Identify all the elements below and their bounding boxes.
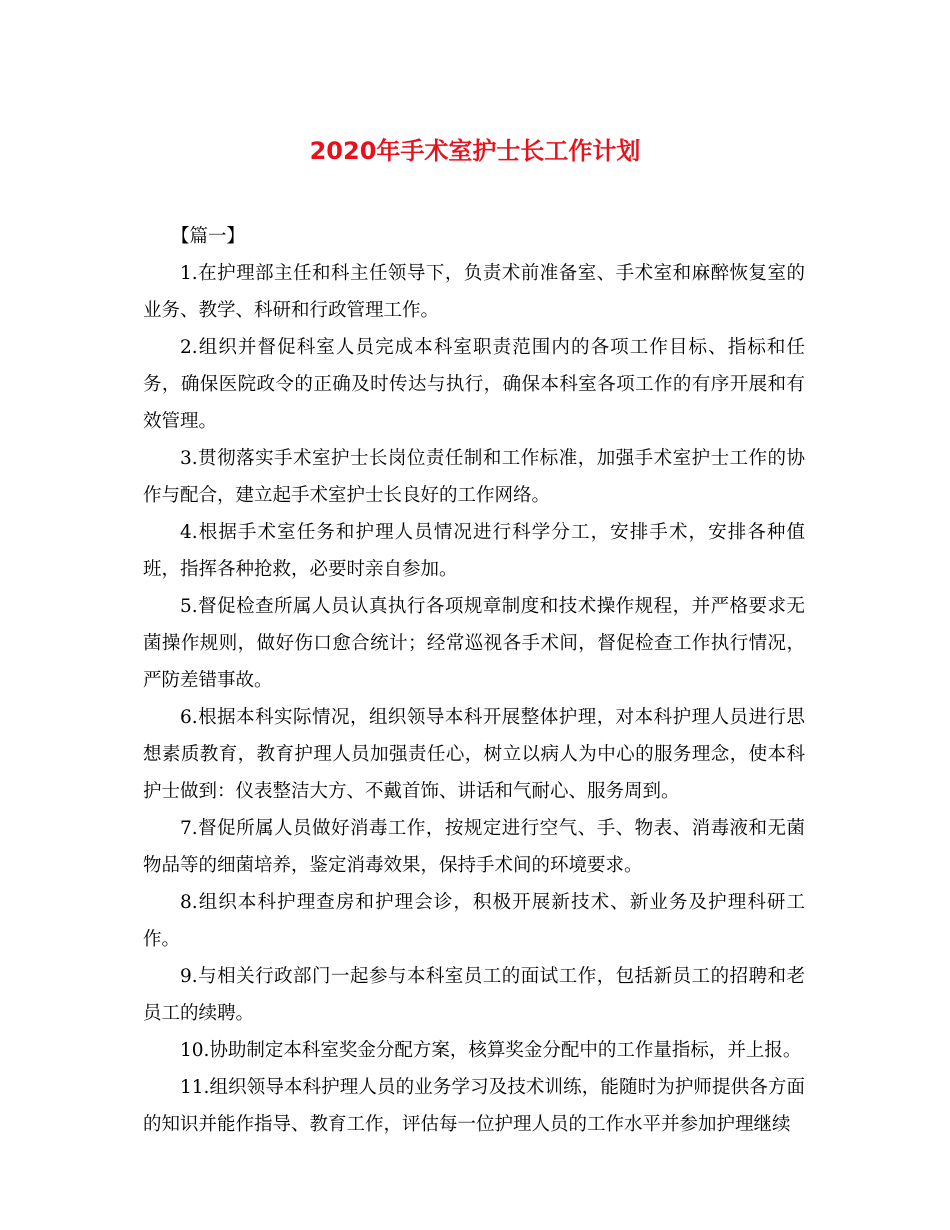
section-label: 【篇一】 — [171, 226, 246, 247]
paragraph: 11.组织领导本科护理人员的业务学习及技术训练，能随时为护师提供各方面的知识并能作指导、教育工作，评估每一位护理人员的工作水平并参加护理继续 — [143, 1077, 805, 1135]
paragraph: 1.在护理部主任和科主任领导下，负责术前准备室、手术室和麻醉恢复室的业务、教学、科研和行政管理工作。 — [143, 263, 805, 321]
paragraph: 7.督促所属人员做好消毒工作，按规定进行空气、手、物表、消毒液和无菌物品等的细菌培养，鉴定消毒效果，保持手术间的环境要求。 — [143, 818, 805, 876]
paragraph: 9.与相关行政部门一起参与本科室员工的面试工作，包括新员工的招聘和老员工的续聘。 — [143, 966, 805, 1024]
paragraph: 10.协助制定本科室奖金分配方案，核算奖金分配中的工作量指标，并上报。 — [180, 1040, 802, 1061]
paragraph: 3.贯彻落实手术室护士长岗位责任制和工作标准，加强手术室护士工作的协作与配合，建立起手术室护士长良好的工作网络。 — [143, 448, 805, 506]
document-title: 2020年手术室护士长工作计划 — [309, 137, 641, 165]
paragraph: 8.组织本科护理查房和护理会诊，积极开展新技术、新业务及护理科研工作。 — [143, 892, 805, 950]
paragraph: 4.根据手术室任务和护理人员情况进行科学分工，安排手术，安排各种值班，指挥各种抢救，必要时亲自参加。 — [143, 522, 805, 580]
paragraph: 6.根据本科实际情况，组织领导本科开展整体护理，对本科护理人员进行思想素质教育，教育护理人员加强责任心，树立以病人为中心的服务理念，使本科护士做到：仪表整洁大方、不戴首饰、讲话和气耐心、服务周到。 — [143, 707, 805, 802]
paragraph: 5.督促检查所属人员认真执行各项规章制度和技术操作规程，并严格要求无菌操作规则，做好伤口愈合统计；经常巡视各手术间，督促检查工作执行情况，严防差错事故。 — [143, 596, 805, 691]
paragraph: 2.组织并督促科室人员完成本科室职责范围内的各项工作目标、指标和任务，确保医院政令的正确及时传达与执行，确保本科室各项工作的有序开展和有效管理。 — [143, 337, 805, 432]
document-body — [143, 218, 805, 1143]
